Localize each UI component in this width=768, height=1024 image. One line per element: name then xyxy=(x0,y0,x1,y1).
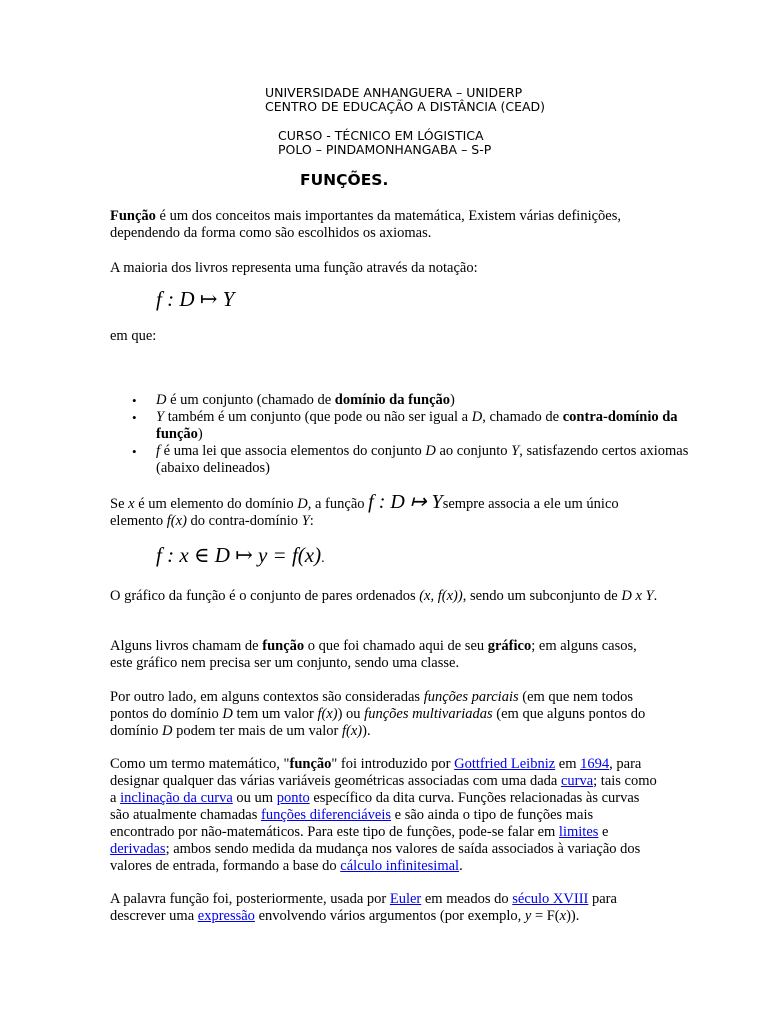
formula-notation-text: f : D ↦ Y xyxy=(156,287,235,311)
paragraph-euler: A palavra função foi, posteriormente, usada por Euler em meados do século XVIII para descrever uma expressão envolvendo vários argumentos (por exemplo, y = F(x)). xyxy=(110,891,617,924)
link-funcoes-diferenciaveis[interactable]: funções diferenciáveis xyxy=(260,807,392,823)
paragraph-element: Se x é um elemento do domínio D, a função f : D ↦ Ysempre associa a ele um único elemento f(x) do contra-domínio Y: xyxy=(110,491,619,529)
link-limites[interactable]: limites xyxy=(558,824,599,840)
paragraph-partial: Por outro lado, em alguns contextos são consideradas funções parciais (em que nem todos pontos do domínio D tem um valor f(x)) ou funções multivariadas (em que alguns pontos do domínio D podem ter mais de um valor f(x)). xyxy=(110,689,646,739)
link-curva[interactable]: curva xyxy=(560,773,594,789)
paragraph-em-que: em que: xyxy=(110,328,157,344)
university-name: UNIVERSIDADE ANHANGUERA – UNIDERP xyxy=(265,85,523,100)
definition-text: é um dos conceitos mais importantes da matemática, Existem várias definições, dependendo da forma como são escolhidos os axiomas. xyxy=(110,208,621,241)
course-name: CURSO - TÉCNICO EM LÓGISTICA xyxy=(278,128,484,143)
center-name: CENTRO DE EDUCAÇÃO A DISTÂNCIA (CEAD) xyxy=(265,99,546,114)
link-euler[interactable]: Euler xyxy=(389,891,422,907)
paragraph-graph: O gráfico da função é o conjunto de pares ordenados (x, f(x)), sendo um subconjunto de D x Y. xyxy=(110,588,658,604)
document-title: FUNÇÕES. xyxy=(300,171,389,189)
polo-name: POLO – PINDAMONHANGABA – S-P xyxy=(278,142,492,157)
link-expressao[interactable]: expressão xyxy=(197,908,255,924)
link-derivadas[interactable]: derivadas xyxy=(110,841,166,857)
link-leibniz[interactable]: Gottfried Leibniz xyxy=(454,756,556,772)
list-item: • Y também é um conjunto (que pode ou não ser igual a D, chamado de contra-domínio da função) xyxy=(156,409,696,443)
link-ponto[interactable]: ponto xyxy=(276,790,310,806)
formula-notation xyxy=(156,287,234,312)
term-funcao: Função xyxy=(110,208,156,224)
formula-inline: f : D ↦ Y xyxy=(368,491,443,513)
paragraph-books: Alguns livros chamam de função o que foi chamado aqui de seu gráfico; em alguns casos, este gráfico nem precisa ser um conjunto, sendo uma classe. xyxy=(110,638,637,671)
paragraph-definition xyxy=(110,208,658,242)
definitions-list xyxy=(110,392,696,477)
formula-mapping-text: f : x ∈ D ↦ y = f(x) xyxy=(156,543,322,567)
list-item: • f é uma lei que associa elementos do conjunto D ao conjunto Y, satisfazendo certos axiomas (abaixo delineados) xyxy=(156,443,696,477)
link-seculo-xviii[interactable]: século XVIII xyxy=(512,891,589,907)
formula-mapping: f : x ∈ D ↦ y = f(x). xyxy=(156,543,325,567)
list-item: • D é um conjunto (chamado de domínio da função) xyxy=(156,392,696,409)
paragraph-notation-intro: A maioria dos livros representa uma função através da notação: xyxy=(110,260,478,276)
paragraph-history: Como um termo matemático, "função" foi introduzido por Gottfried Leibniz em 1694, para designar qualquer das várias variáveis geométricas associadas com uma dada curva; tais como a inclinação da curva ou um ponto específico da dita curva. Funções relacionadas às curvas são atualmente chamadas funções diferenciáveis e são ainda o tipo de funções mais encontrado por não-matemáticos. Para este tipo de funções, pode-se falar em limites e derivadas; ambos sendo medida da mudança nos valores de saída associados à variação dos valores de entrada, formando a base do cálculo infinitesimal. xyxy=(110,756,657,874)
link-calculo-infinitesimal[interactable]: cálculo infinitesimal xyxy=(340,858,460,874)
link-1694[interactable]: 1694 xyxy=(580,756,610,772)
link-inclinacao[interactable]: inclinação da curva xyxy=(120,790,233,806)
